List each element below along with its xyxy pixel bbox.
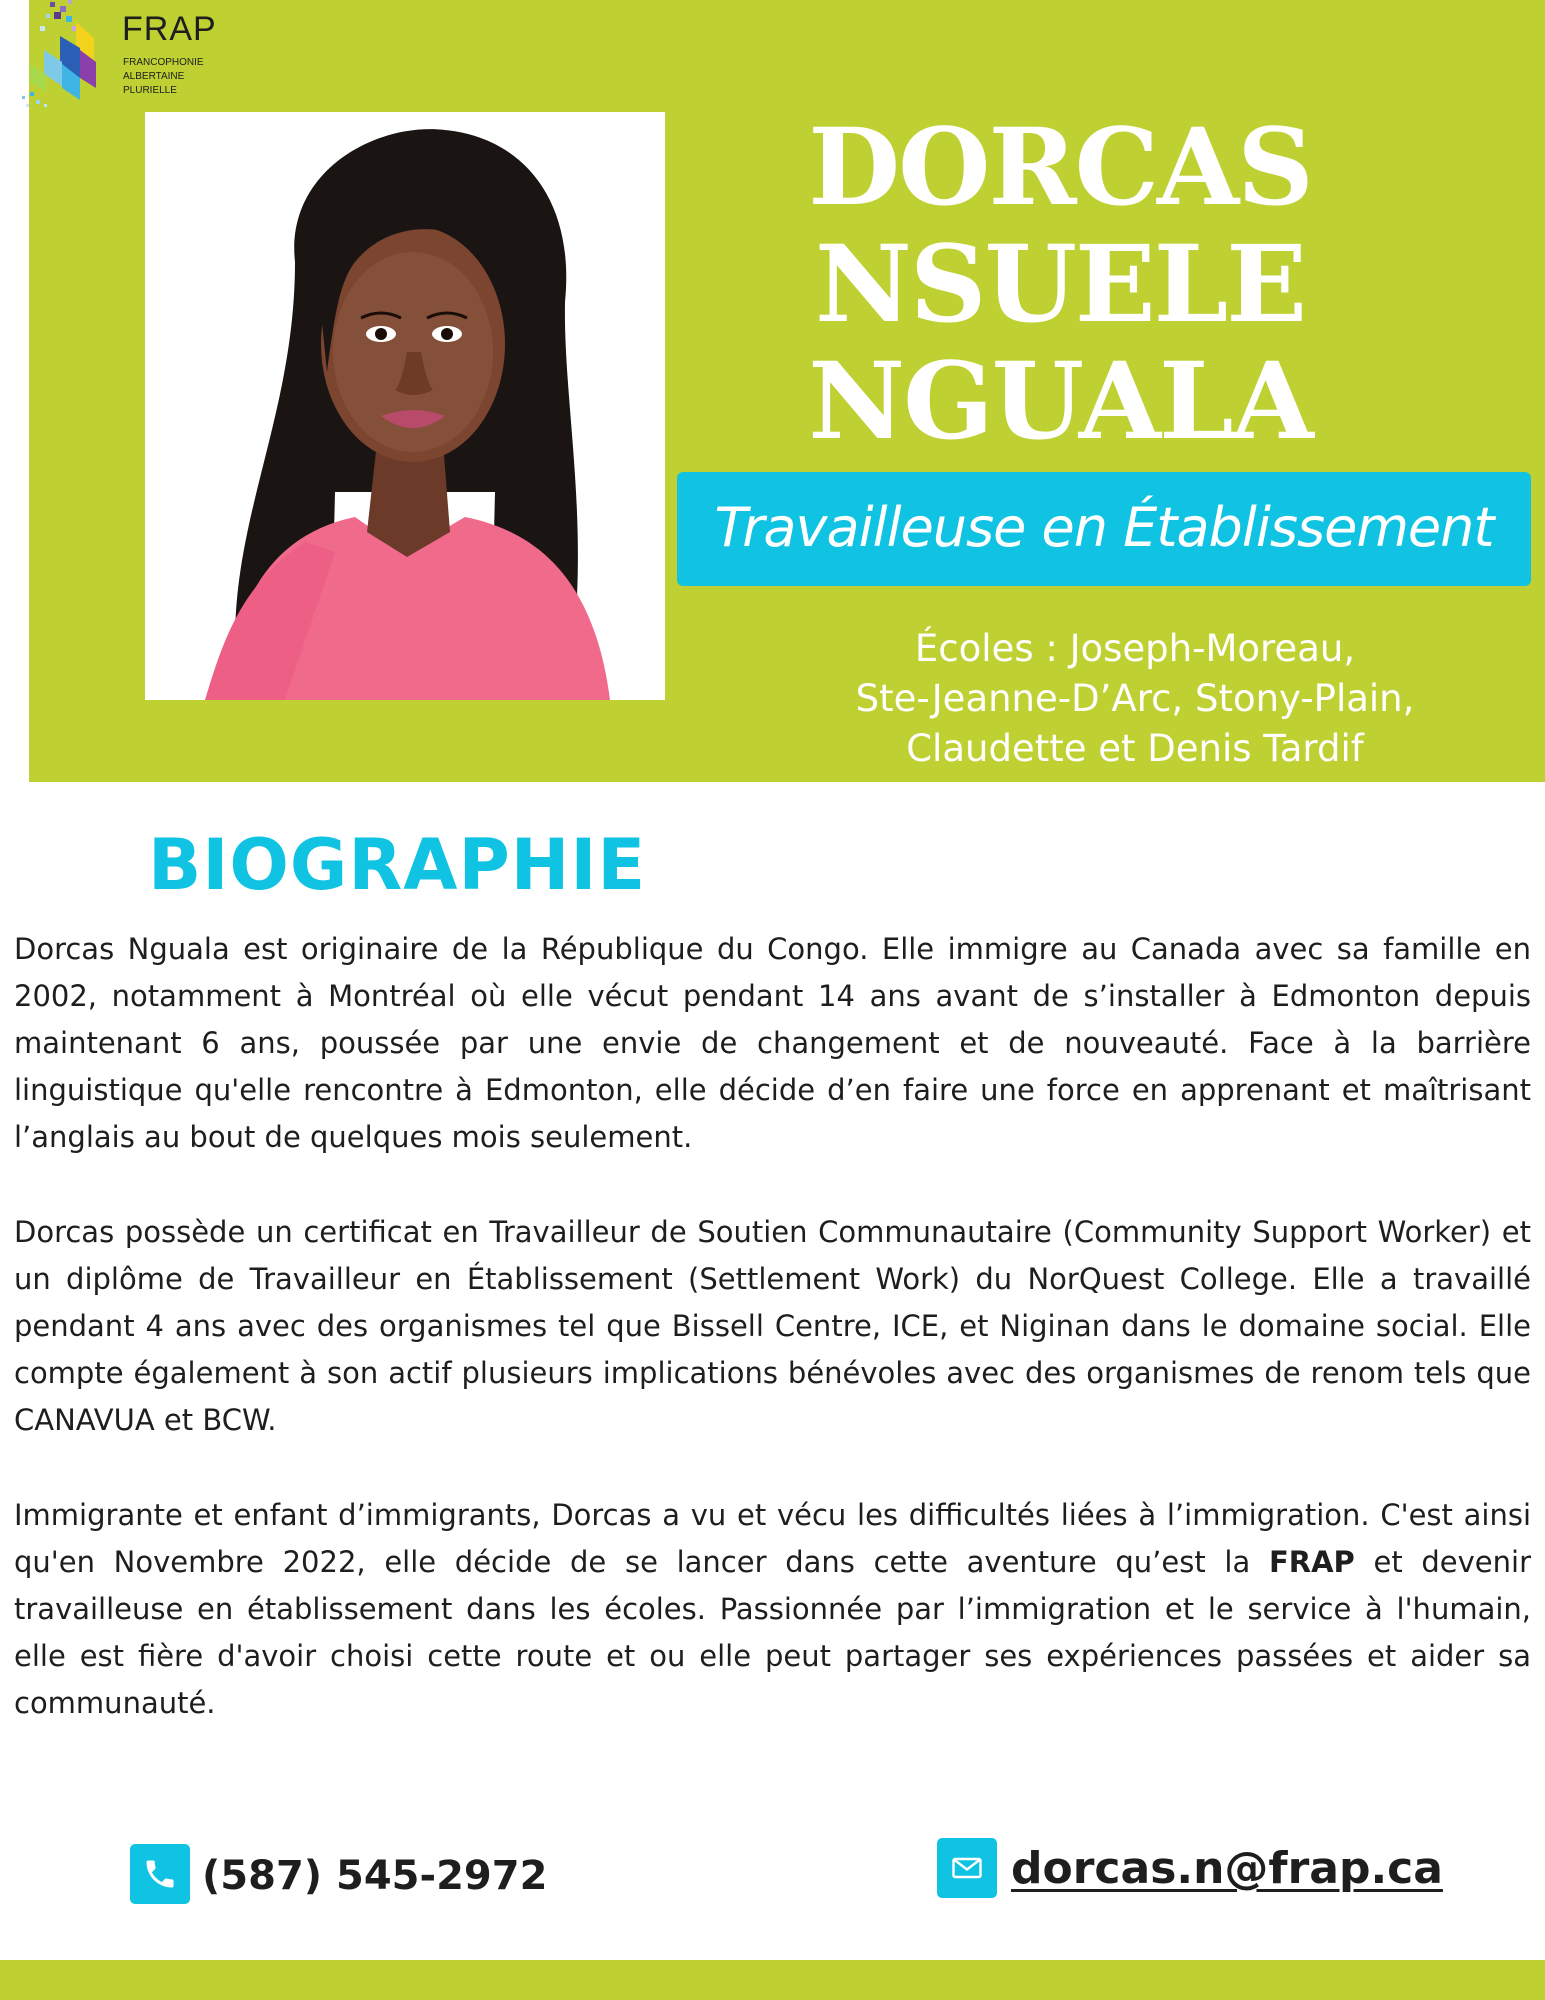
biography-paragraph: Dorcas possède un certificat en Travailleur de Soutien Communautaire (Community Support Worker) et un diplôme de Travailleur en Établissement (Settlement Work) du NorQuest College. Elle a travaillé pendant 4 ans avec des organismes tel que Bissell Centre, ICE, et Niginan dans le domaine social. Elle compte également à son actif plusieurs implications bénévoles avec des organismes de renom tels que CANAVUA et BCW. — [14, 1215, 1531, 1437]
email-link[interactable]: dorcas.n@frap.ca — [1011, 1843, 1443, 1894]
logo-subtitle — [123, 56, 204, 98]
logo-title: FRAP — [122, 10, 217, 48]
biography-paragraph — [14, 1492, 1531, 1727]
footer-band — [0, 1960, 1545, 2000]
biography-text: Immigrante et enfant d’immigrants, Dorcas a vu et vécu les difficultés liées à l’immigration. C'est ainsi qu'en Novembre 2022, elle décide de se lancer dans cette aventure qu’est la — [14, 1498, 1531, 1579]
schools-line: Claudette et Denis Tardif — [906, 727, 1364, 770]
name-line: NSUELE — [815, 221, 1305, 346]
logo-subtitle-line: ALBERTAINE — [123, 71, 185, 82]
frap-logo-mark-icon — [10, 0, 120, 112]
phone-icon — [130, 1844, 190, 1904]
frap-bold-text: FRAP — [1268, 1545, 1355, 1579]
schools-line: Ste-Jeanne-D’Arc, Stony-Plain, — [855, 677, 1415, 720]
logo-subtitle-line: PLURIELLE — [123, 85, 177, 96]
phone-number[interactable]: (587) 545-2972 — [202, 1853, 548, 1899]
envelope-icon — [937, 1838, 997, 1898]
biography-body — [14, 926, 1531, 1775]
biography-heading: BIOGRAPHIE — [148, 824, 647, 906]
schools-line: Écoles : Joseph-Moreau, — [914, 627, 1356, 670]
name-line: NGUALA — [808, 338, 1312, 463]
profile-photo — [145, 112, 665, 700]
name-line: DORCAS — [808, 104, 1312, 229]
schools-list — [780, 624, 1490, 774]
role-title: Travailleuse en Établissement — [714, 496, 1494, 559]
frap-logo[interactable] — [10, 0, 240, 112]
portrait-photo-icon — [145, 112, 665, 700]
biography-text: et devenir travailleuse en établissement dans les écoles. Passionnée par l’immigration et le service à l'humain, elle est fière d'avoir choisi cette route et ou elle peut partager ses expériences passées et aider sa communauté. — [14, 1545, 1532, 1720]
logo-subtitle-line: FRANCOPHONIE — [123, 57, 204, 68]
role-banner — [677, 472, 1531, 586]
person-name — [770, 104, 1350, 463]
biography-paragraph: Dorcas Nguala est originaire de la République du Congo. Elle immigre au Canada avec sa famille en 2002, notamment à Montréal où elle vécut pendant 14 ans avant de s’installer à Edmonton depuis maintenant 6 ans, poussée par une envie de changement et de nouveauté. Face à la barrière linguistique qu'elle rencontre à Edmonton, elle décide d’en faire une force en apprenant et maîtrisant l’anglais au bout de quelques mois seulement. — [14, 932, 1531, 1154]
